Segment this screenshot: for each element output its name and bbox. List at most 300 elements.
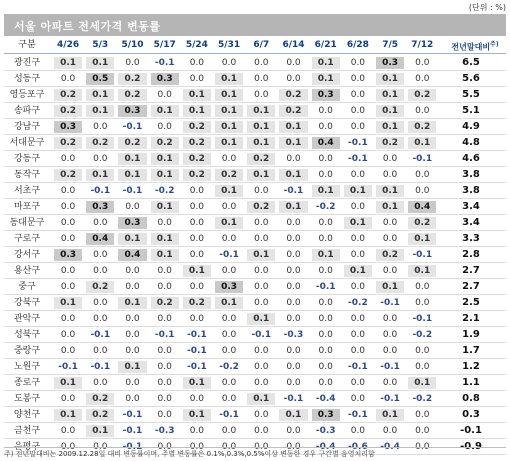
table-cell: 0.0 — [286, 266, 301, 276]
table-cell: 0.1 — [247, 393, 275, 405]
table-cell: 0.0 — [415, 282, 430, 292]
table-cell: 0.0 — [189, 314, 205, 324]
table-cell: 0.1 — [247, 105, 275, 117]
table-cell: 0.0 — [221, 266, 237, 276]
table-cell: -0.1 — [187, 346, 207, 356]
table-cell: -0.1 — [348, 138, 368, 148]
table-cell: 0.1 — [86, 425, 114, 437]
table-cell: 0.1 — [247, 313, 275, 325]
average-value: 6.5 — [462, 57, 480, 68]
table-cell: 0.0 — [318, 106, 333, 116]
column-header: 6/7 — [253, 40, 270, 50]
table-cell: 0.1 — [279, 201, 307, 213]
table-cell: -0.4 — [315, 442, 336, 452]
district-label: 중랑구 — [13, 346, 41, 356]
table-cell: 0.1 — [151, 249, 179, 261]
table-cell: 0.0 — [318, 378, 333, 388]
table-cell: 0.4 — [408, 201, 436, 213]
table-cell: 0.0 — [189, 394, 205, 404]
table-cell: 0.0 — [415, 74, 430, 84]
table-cell: 0.0 — [286, 298, 301, 308]
table-cell: 0.0 — [60, 282, 76, 292]
table-cell: 0.0 — [189, 250, 205, 260]
table-row — [4, 247, 506, 263]
table-cell: 0.1 — [215, 137, 243, 149]
table-cell: -0.1 — [283, 394, 304, 404]
table-cell: 0.0 — [125, 346, 140, 356]
table-cell: -0.1 — [412, 250, 433, 260]
average-value: 5.1 — [462, 105, 480, 116]
table-cell: -0.1 — [380, 394, 400, 404]
table-cell: 0.0 — [350, 282, 366, 292]
district-label: 구로구 — [13, 234, 41, 244]
table-cell: 0.1 — [376, 281, 404, 293]
table-cell: 0.1 — [279, 169, 307, 181]
table-cell: 0.0 — [189, 74, 205, 84]
table-row — [4, 375, 506, 391]
table-cell: -0.1 — [315, 282, 336, 292]
table-cell: 0.1 — [376, 201, 404, 213]
average-value: 4.8 — [462, 137, 480, 148]
table-cell: 0.0 — [382, 346, 398, 356]
table-cell: 0.0 — [93, 298, 108, 308]
table-cell: 0.1 — [408, 265, 436, 277]
district-label: 노원구 — [13, 362, 41, 372]
table-cell: 0.3 — [86, 201, 114, 213]
table-cell: 0.0 — [60, 234, 76, 244]
table-cell: 0.0 — [60, 218, 76, 228]
table-cell: 0.1 — [54, 377, 82, 389]
table-cell: 0.0 — [157, 442, 172, 452]
table-cell: 0.0 — [157, 266, 172, 276]
table-cell: 0.0 — [286, 250, 301, 260]
table-row — [4, 311, 506, 327]
table-cell: 0.0 — [60, 186, 76, 196]
table-cell: 0.0 — [318, 314, 333, 324]
table-cell: 0.0 — [318, 330, 333, 340]
district-label: 은평구 — [13, 442, 41, 452]
table-cell: 0.2 — [183, 169, 211, 181]
table-cell: -0.1 — [154, 330, 175, 340]
table-cell: 0.1 — [183, 409, 211, 421]
table-cell: 0.1 — [215, 105, 243, 117]
table-cell: 0.2 — [151, 137, 179, 149]
table-row — [4, 71, 506, 87]
table-cell: -0.1 — [283, 186, 304, 196]
column-header: 5/3 — [92, 40, 109, 50]
district-label: 금천구 — [13, 426, 41, 436]
average-value: 3.8 — [462, 185, 480, 196]
table-cell: 0.0 — [350, 234, 366, 244]
table-cell: 0.1 — [215, 297, 243, 309]
table-cell: 0.3 — [215, 281, 243, 293]
table-cell: 0.0 — [157, 218, 172, 228]
table-cell: 0.0 — [382, 266, 398, 276]
table-cell: -0.2 — [348, 298, 368, 308]
table-cell: 0.0 — [125, 266, 140, 276]
table-cell: 0.1 — [344, 217, 372, 229]
average-value: -0.9 — [460, 441, 482, 452]
table-cell: 0.1 — [151, 201, 179, 213]
table-cell: -0.1 — [90, 362, 111, 372]
table-cell: 0.0 — [254, 58, 269, 68]
table-cell: 0.0 — [221, 154, 237, 164]
average-value: 1.9 — [462, 329, 480, 340]
table-cell: 0.0 — [350, 314, 366, 324]
average-value: 1.7 — [462, 345, 480, 356]
table-cell: 0.1 — [247, 249, 275, 261]
table-cell: 0.0 — [318, 154, 333, 164]
table-cell: 0.3 — [312, 409, 340, 421]
table-cell: 0.2 — [279, 89, 307, 101]
table-cell: 0.1 — [183, 265, 211, 277]
table-cell: -0.1 — [251, 330, 272, 340]
table-cell: -0.1 — [348, 410, 368, 420]
column-header: 7/12 — [411, 40, 434, 50]
table-cell: 0.0 — [415, 442, 430, 452]
table-cell: 0.1 — [247, 137, 275, 149]
average-value: 1.1 — [462, 377, 480, 388]
table-cell: 0.0 — [254, 90, 269, 100]
column-header: 5/17 — [153, 40, 176, 50]
table-cell: 0.1 — [54, 57, 82, 69]
table-cell: 0.0 — [221, 202, 237, 212]
table-cell: 0.1 — [215, 73, 243, 85]
table-cell: 0.0 — [189, 186, 205, 196]
table-cell: 0.0 — [350, 90, 366, 100]
district-label: 강북구 — [13, 298, 41, 308]
table-cell: 0.1 — [312, 249, 340, 261]
table-cell: 0.0 — [93, 314, 108, 324]
table-row — [4, 183, 506, 199]
table-cell: 0.2 — [118, 137, 146, 149]
table-cell: 0.0 — [157, 394, 172, 404]
district-label: 강서구 — [13, 250, 41, 260]
table-cell: 0.0 — [350, 122, 366, 132]
table-cell: 0.2 — [247, 201, 275, 213]
table-cell: 0.0 — [318, 218, 333, 228]
table-cell: 0.0 — [125, 378, 140, 388]
table-cell: 0.0 — [60, 330, 76, 340]
table-row — [4, 167, 506, 183]
table-cell: 0.0 — [254, 346, 269, 356]
table-cell: 0.0 — [286, 154, 301, 164]
table-cell: 0.0 — [221, 346, 237, 356]
average-value: 0.3 — [462, 409, 480, 420]
table-cell: 0.0 — [382, 426, 398, 436]
table-cell: 0.1 — [312, 57, 340, 69]
table-cell: 0.0 — [221, 234, 237, 244]
table-cell: 0.0 — [189, 426, 205, 436]
table-cell: 0.2 — [54, 137, 82, 149]
table-cell: 0.0 — [415, 170, 430, 180]
table-cell: 0.0 — [254, 186, 269, 196]
table-cell: 0.0 — [157, 410, 172, 420]
district-label: 성동구 — [13, 74, 41, 84]
table-cell: 0.0 — [350, 426, 366, 436]
table-cell: 0.0 — [350, 378, 366, 388]
table-row — [4, 407, 506, 423]
table-cell: 0.3 — [376, 57, 404, 69]
column-header: 5/10 — [121, 40, 144, 50]
table-cell: 0.0 — [93, 250, 108, 260]
table-cell: 0.2 — [118, 89, 146, 101]
table-cell: 0.2 — [54, 169, 82, 181]
average-value: 3.3 — [462, 233, 480, 244]
table-cell: 0.0 — [221, 58, 237, 68]
table-cell: 0.2 — [86, 137, 114, 149]
table-cell: 0.1 — [151, 233, 179, 245]
table-cell: 0.0 — [189, 202, 205, 212]
table-cell: 0.0 — [189, 282, 205, 292]
table-cell: 0.2 — [86, 409, 114, 421]
district-label: 도봉구 — [13, 394, 41, 404]
table-cell: 0.0 — [254, 378, 269, 388]
table-cell: 0.0 — [318, 298, 333, 308]
title-bar — [4, 14, 506, 36]
table-cell: 0.2 — [54, 105, 82, 117]
table-cell: -0.1 — [219, 410, 239, 420]
table-cell: 0.0 — [221, 330, 237, 340]
table-cell: 0.0 — [60, 266, 76, 276]
table-row — [4, 327, 506, 343]
table-cell: 0.1 — [215, 185, 243, 197]
table-cell: -0.1 — [122, 410, 143, 420]
table-cell: 0.0 — [318, 362, 333, 372]
table-cell: 0.0 — [415, 410, 430, 420]
average-value: 3.4 — [462, 201, 480, 212]
table-cell: -0.3 — [283, 330, 304, 340]
table-title: 서울 아파트 전세가격 변동률 — [14, 20, 161, 33]
table-cell: 0.0 — [350, 170, 366, 180]
table-cell: 0.1 — [118, 233, 146, 245]
table-cell: 0.0 — [415, 58, 430, 68]
table-cell: 0.0 — [350, 202, 366, 212]
table-cell: 0.0 — [350, 250, 366, 260]
table-cell: 0.1 — [215, 217, 243, 229]
table-cell: -0.1 — [348, 154, 368, 164]
table-cell: 0.1 — [376, 185, 404, 197]
district-label: 용산구 — [13, 266, 41, 276]
average-value: 4.6 — [462, 153, 480, 164]
average-value: 4.9 — [462, 121, 480, 132]
table-cell: -0.2 — [412, 330, 433, 340]
average-header-label: 전년말대비 — [451, 42, 491, 52]
table-cell: -0.1 — [90, 330, 111, 340]
table-cell: 0.0 — [350, 106, 366, 116]
table-row — [4, 87, 506, 103]
table-row — [4, 199, 506, 215]
table-cell: 0.0 — [286, 234, 301, 244]
table-cell: 0.1 — [215, 121, 243, 133]
table-cell: 0.1 — [86, 169, 114, 181]
table-cell: 0.1 — [118, 153, 146, 165]
average-value: 0.8 — [462, 393, 480, 404]
table-cell: -0.2 — [219, 362, 239, 372]
table-cell: 0.0 — [221, 378, 237, 388]
table-cell: 0.3 — [118, 217, 146, 229]
average-value: 3.8 — [462, 169, 480, 180]
table-cell: -0.1 — [58, 362, 78, 372]
table-cell: 0.4 — [86, 233, 114, 245]
table-cell: 0.0 — [254, 410, 269, 420]
table-cell: 0.2 — [279, 105, 307, 117]
table-cell: 0.0 — [157, 362, 172, 372]
table-cell: 0.1 — [279, 409, 307, 421]
table-cell: 0.1 — [118, 169, 146, 181]
table-cell: 0.0 — [286, 218, 301, 228]
average-value: 5.6 — [462, 73, 480, 84]
table-cell: 0.1 — [247, 121, 275, 133]
table-row — [4, 151, 506, 167]
table-cell: 0.0 — [60, 442, 76, 452]
table-cell: 0.0 — [93, 218, 108, 228]
table-cell: 0.0 — [157, 346, 172, 356]
district-label: 강남구 — [13, 122, 41, 132]
table-cell: -0.1 — [154, 58, 175, 68]
table-cell: -0.1 — [380, 298, 400, 308]
table-cell: 0.0 — [254, 442, 269, 452]
header-row — [4, 38, 506, 52]
table-cell: -0.2 — [315, 202, 336, 212]
average-header-note: 주) — [490, 41, 499, 48]
table-cell: 0.1 — [151, 153, 179, 165]
table-cell: 0.0 — [60, 314, 76, 324]
column-header: 6/14 — [282, 40, 305, 50]
table-cell: 0.0 — [286, 314, 301, 324]
table-cell: -0.2 — [412, 394, 433, 404]
average-value: -0.1 — [460, 425, 482, 436]
table-cell: 0.1 — [376, 409, 404, 421]
table-cell: 0.1 — [344, 185, 372, 197]
header-divider — [4, 53, 506, 54]
average-value: 2.5 — [462, 297, 480, 308]
column-header: 6/21 — [314, 40, 337, 50]
table-cell: 0.2 — [54, 89, 82, 101]
table-cell: 0.0 — [382, 378, 398, 388]
table-row — [4, 135, 506, 151]
table-row — [4, 55, 506, 71]
table-cell: 0.1 — [86, 89, 114, 101]
column-header: 7/5 — [382, 40, 398, 50]
table-cell: 0.2 — [247, 153, 275, 165]
table-cell: 0.0 — [125, 58, 140, 68]
table-cell: 0.0 — [382, 234, 398, 244]
table-cell: -0.2 — [154, 186, 175, 196]
column-header: 4/26 — [57, 40, 80, 50]
table-row — [4, 359, 506, 375]
district-label: 종로구 — [13, 378, 41, 388]
table-cell: 0.0 — [254, 298, 269, 308]
district-label: 광진구 — [13, 58, 41, 68]
table-cell: 0.5 — [86, 73, 114, 85]
table-cell: 0.0 — [350, 58, 366, 68]
table-cell: 0.1 — [376, 73, 404, 85]
table-cell: 0.0 — [254, 218, 269, 228]
table-cell: 0.0 — [60, 426, 76, 436]
table-cell: 0.1 — [376, 105, 404, 117]
footnote: 주) 전년말대비는 2009.12.28일 대비 변동률이며, 주별 변동률은 0.1%,0.3%,0.5%이상 변동한 경우 구간별 음영처리함 — [4, 447, 506, 459]
table-cell: 0.0 — [286, 426, 301, 436]
table-cell: 0.1 — [118, 361, 146, 373]
table-cell: 0.0 — [286, 378, 301, 388]
table-cell: 0.2 — [183, 297, 211, 309]
table-cell: -0.1 — [90, 186, 111, 196]
table-cell: 0.3 — [54, 249, 82, 261]
table-cell: 0.1 — [279, 121, 307, 133]
table-cell: 0.0 — [415, 106, 430, 116]
table-cell: 0.0 — [60, 154, 76, 164]
table-cell: 0.2 — [183, 153, 211, 165]
table-row — [4, 423, 506, 439]
district-label: 중구 — [18, 282, 36, 292]
table-cell: 0.2 — [86, 393, 114, 405]
table-cell: 0.2 — [86, 281, 114, 293]
table-cell: 0.4 — [312, 137, 340, 149]
table-cell: 0.0 — [189, 234, 205, 244]
table-cell: 0.0 — [254, 234, 269, 244]
table-cell: -0.1 — [187, 330, 207, 340]
table-cell: 0.0 — [93, 346, 108, 356]
table-cell: 0.0 — [221, 426, 237, 436]
table-cell: 0.1 — [151, 169, 179, 181]
table-cell: 0.0 — [189, 442, 205, 452]
table-cell: -0.3 — [315, 426, 336, 436]
table-row — [4, 103, 506, 119]
table-cell: 0.0 — [382, 170, 398, 180]
table-cell: -0.1 — [122, 426, 143, 436]
table-cell: 0.1 — [183, 89, 211, 101]
table-cell: 0.0 — [254, 266, 269, 276]
table-cell: -0.3 — [154, 426, 175, 436]
table-cell: 0.1 — [183, 377, 211, 389]
table-cell: -0.1 — [380, 362, 400, 372]
table-cell: 0.0 — [93, 154, 108, 164]
table-cell: 0.0 — [93, 442, 108, 452]
table-cell: 0.2 — [408, 89, 436, 101]
table-cell: 0.1 — [86, 105, 114, 117]
average-value: 2.7 — [462, 265, 480, 276]
table-cell: -0.1 — [122, 122, 143, 132]
column-header: 6/28 — [346, 40, 369, 50]
table-row — [4, 391, 506, 407]
table-cell: 0.0 — [157, 314, 172, 324]
district-label: 영등포구 — [9, 90, 45, 100]
table-cell: 0.0 — [318, 170, 333, 180]
table-row — [4, 215, 506, 231]
district-label: 서초구 — [13, 186, 41, 196]
table-cell: 0.0 — [93, 266, 108, 276]
table-cell: 0.1 — [86, 57, 114, 69]
table-cell: 0.1 — [279, 137, 307, 149]
table-cell: 0.3 — [118, 105, 146, 117]
table-cell: 0.0 — [60, 74, 76, 84]
table-cell: 0.0 — [221, 394, 237, 404]
table-cell: 0.0 — [350, 74, 366, 84]
table-cell: 0.3 — [151, 73, 179, 85]
table-cell: 0.0 — [157, 122, 172, 132]
table-cell: 0.1 — [312, 73, 340, 85]
table-cell: 0.0 — [254, 426, 269, 436]
district-label: 마포구 — [13, 202, 41, 212]
table-cell: 0.0 — [382, 218, 398, 228]
table-cell: 0.2 — [118, 73, 146, 85]
table-cell: 0.0 — [318, 122, 333, 132]
district-label: 동작구 — [13, 170, 41, 180]
table-cell: 0.2 — [408, 217, 436, 229]
table-cell: 0.0 — [189, 218, 205, 228]
table-row — [4, 231, 506, 247]
